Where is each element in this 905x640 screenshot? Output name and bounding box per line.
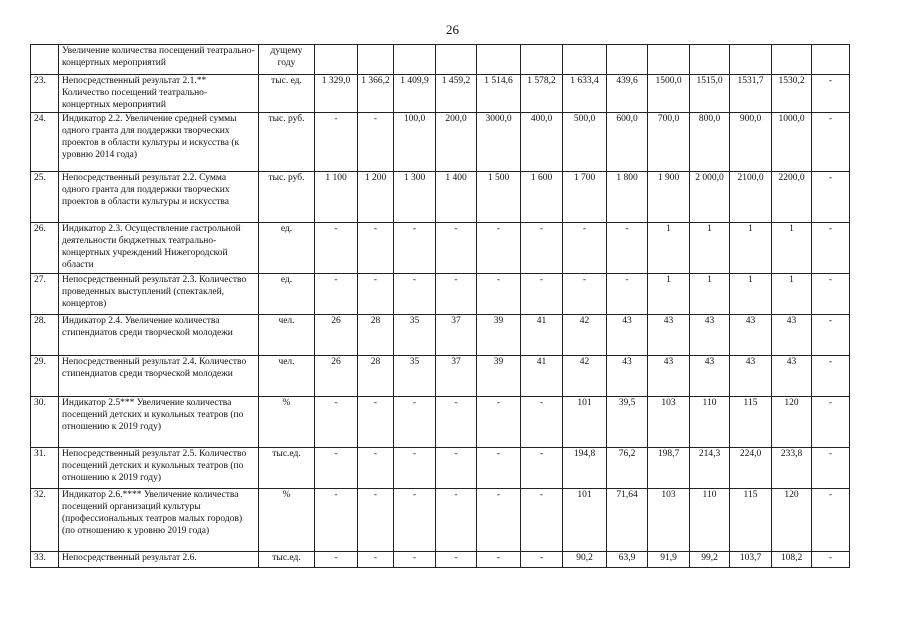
value-cell: - (812, 113, 850, 172)
value-cell: 1 409,9 (394, 75, 436, 113)
value-cell: 100,0 (394, 113, 436, 172)
indicators-table (30, 44, 850, 568)
row-number-cell: 27. (31, 274, 59, 315)
unit-cell: тыс. ед. (259, 75, 315, 113)
value-cell: 3000,0 (477, 113, 521, 172)
indicator-name-cell: Увеличение количества посещений театрально-концертных мероприятий (59, 45, 259, 75)
value-cell: - (477, 223, 521, 274)
value-cell: 1530,2 (772, 75, 812, 113)
unit-cell: чел. (259, 356, 315, 397)
value-cell: - (521, 274, 563, 315)
value-cell (315, 45, 358, 75)
unit-cell: тыс.ед. (259, 552, 315, 568)
value-cell: 26 (315, 356, 358, 397)
value-cell: 43 (772, 356, 812, 397)
value-cell (648, 45, 690, 75)
value-cell: - (812, 315, 850, 356)
value-cell: 103,7 (730, 552, 772, 568)
value-cell: - (812, 223, 850, 274)
value-cell: 42 (563, 315, 607, 356)
value-cell: 1 329,0 (315, 75, 358, 113)
value-cell (358, 45, 394, 75)
value-cell: 600,0 (607, 113, 648, 172)
value-cell (563, 45, 607, 75)
row-number-cell: 26. (31, 223, 59, 274)
value-cell: 1 200 (358, 172, 394, 223)
value-cell: - (477, 397, 521, 448)
row-number-cell: 33. (31, 552, 59, 568)
value-cell: 200,0 (436, 113, 477, 172)
unit-cell: чел. (259, 315, 315, 356)
value-cell: - (812, 75, 850, 113)
value-cell: - (315, 113, 358, 172)
value-cell: 28 (358, 356, 394, 397)
indicator-name-cell: Индикатор 2.5*** Увеличение количества посещений детских и кукольных театров (по отношению к 2019 году) (59, 397, 259, 448)
value-cell: 103 (648, 489, 690, 552)
value-cell: - (358, 552, 394, 568)
value-cell: 103 (648, 397, 690, 448)
row-number-cell: 23. (31, 75, 59, 113)
value-cell: - (394, 274, 436, 315)
value-cell: 43 (730, 356, 772, 397)
table-row (31, 489, 850, 552)
value-cell: - (436, 397, 477, 448)
value-cell: - (394, 397, 436, 448)
value-cell: 43 (690, 315, 730, 356)
table-row (31, 75, 850, 113)
table-row (31, 172, 850, 223)
value-cell: - (521, 448, 563, 489)
value-cell: 1 (772, 274, 812, 315)
value-cell: - (812, 489, 850, 552)
value-cell: 1 (648, 274, 690, 315)
value-cell: - (394, 448, 436, 489)
value-cell: - (436, 223, 477, 274)
table-row (31, 315, 850, 356)
value-cell: 43 (648, 315, 690, 356)
value-cell: 43 (690, 356, 730, 397)
value-cell: - (563, 274, 607, 315)
value-cell: 43 (772, 315, 812, 356)
value-cell (607, 45, 648, 75)
value-cell: - (315, 489, 358, 552)
table-row (31, 113, 850, 172)
value-cell: 198,7 (648, 448, 690, 489)
value-cell: 1 600 (521, 172, 563, 223)
value-cell: 91,9 (648, 552, 690, 568)
value-cell: 1 366,2 (358, 75, 394, 113)
value-cell: - (607, 274, 648, 315)
value-cell: 101 (563, 397, 607, 448)
value-cell: 2 000,0 (690, 172, 730, 223)
value-cell: 1 578,2 (521, 75, 563, 113)
value-cell: 1 (690, 223, 730, 274)
value-cell: 439,6 (607, 75, 648, 113)
unit-cell: дущему году (259, 45, 315, 75)
value-cell: - (358, 223, 394, 274)
row-number-cell: 29. (31, 356, 59, 397)
value-cell: 1 400 (436, 172, 477, 223)
value-cell: 115 (730, 489, 772, 552)
value-cell: - (315, 397, 358, 448)
value-cell: 1 100 (315, 172, 358, 223)
table-row (31, 274, 850, 315)
value-cell: 1531,7 (730, 75, 772, 113)
value-cell: 1 633,4 (563, 75, 607, 113)
indicator-name-cell: Непосредственный результат 2.5. Количество посещений детских и кукольных театров (по отношению к 2019 году) (59, 448, 259, 489)
value-cell: - (563, 223, 607, 274)
value-cell: 1515,0 (690, 75, 730, 113)
value-cell: - (315, 448, 358, 489)
value-cell: 26 (315, 315, 358, 356)
indicator-name-cell: Индикатор 2.4. Увеличение количества стипендиатов среди творческой молодежи (59, 315, 259, 356)
value-cell (772, 45, 812, 75)
value-cell: - (358, 448, 394, 489)
indicator-name-cell: Непосредственный результат 2.2. Сумма одного гранта для поддержки творческих проектов в области культуры и искусства (59, 172, 259, 223)
value-cell: 28 (358, 315, 394, 356)
value-cell: - (477, 274, 521, 315)
unit-cell: % (259, 489, 315, 552)
value-cell: 224,0 (730, 448, 772, 489)
value-cell: 1 459,2 (436, 75, 477, 113)
value-cell: 39 (477, 315, 521, 356)
value-cell: - (812, 448, 850, 489)
row-number-cell: 28. (31, 315, 59, 356)
row-number-cell: 24. (31, 113, 59, 172)
value-cell: - (358, 489, 394, 552)
value-cell: 41 (521, 356, 563, 397)
indicator-name-cell: Индикатор 2.2. Увеличение средней суммы одного гранта для поддержки творческих проектов в области культуры и искусства (к уровню 2014 года) (59, 113, 259, 172)
value-cell (812, 45, 850, 75)
row-number-cell: 30. (31, 397, 59, 448)
value-cell: 500,0 (563, 113, 607, 172)
unit-cell: % (259, 397, 315, 448)
value-cell: 43 (607, 356, 648, 397)
value-cell: 101 (563, 489, 607, 552)
value-cell (477, 45, 521, 75)
value-cell: 1 900 (648, 172, 690, 223)
value-cell: 39,5 (607, 397, 648, 448)
value-cell: - (812, 356, 850, 397)
value-cell: - (436, 274, 477, 315)
row-number-cell (31, 45, 59, 75)
value-cell: - (358, 397, 394, 448)
value-cell: 1000,0 (772, 113, 812, 172)
value-cell: - (812, 397, 850, 448)
value-cell: 43 (607, 315, 648, 356)
row-number-cell: 31. (31, 448, 59, 489)
table-row (31, 448, 850, 489)
value-cell: 194,8 (563, 448, 607, 489)
value-cell: 39 (477, 356, 521, 397)
value-cell: - (477, 489, 521, 552)
value-cell: 2100,0 (730, 172, 772, 223)
value-cell: 43 (730, 315, 772, 356)
value-cell (436, 45, 477, 75)
indicator-name-cell: Индикатор 2.3. Осуществление гастрольной деятельности бюджетных театрально-концертных учреждений Нижегородской области (59, 223, 259, 274)
value-cell: - (315, 552, 358, 568)
value-cell: 1 514,6 (477, 75, 521, 113)
value-cell: 42 (563, 356, 607, 397)
value-cell: 37 (436, 315, 477, 356)
value-cell: - (521, 223, 563, 274)
value-cell: 90,2 (563, 552, 607, 568)
value-cell: 115 (730, 397, 772, 448)
value-cell: - (358, 113, 394, 172)
indicator-name-cell: Непосредственный результат 2.3. Количество проведенных выступлений (спектаклей, концертов) (59, 274, 259, 315)
value-cell: 76,2 (607, 448, 648, 489)
value-cell: 900,0 (730, 113, 772, 172)
value-cell: 1 500 (477, 172, 521, 223)
row-number-cell: 32. (31, 489, 59, 552)
value-cell: - (358, 274, 394, 315)
value-cell: - (315, 223, 358, 274)
table-row (31, 45, 850, 75)
value-cell: 1 (690, 274, 730, 315)
value-cell: - (394, 489, 436, 552)
value-cell: - (436, 489, 477, 552)
indicator-name-cell: Непосредственный результат 2.4. Количество стипендиатов среди творческой молодежи (59, 356, 259, 397)
value-cell: 214,3 (690, 448, 730, 489)
value-cell: - (436, 552, 477, 568)
value-cell: 1500,0 (648, 75, 690, 113)
value-cell: 1 800 (607, 172, 648, 223)
value-cell: - (436, 448, 477, 489)
value-cell: 700,0 (648, 113, 690, 172)
value-cell: 800,0 (690, 113, 730, 172)
value-cell: - (477, 448, 521, 489)
table-row (31, 397, 850, 448)
indicator-name-cell: Непосредственный результат 2.1.** Количество посещений театрально-концертных мероприятий (59, 75, 259, 113)
value-cell: - (812, 274, 850, 315)
value-cell: - (521, 489, 563, 552)
indicator-name-cell: Индикатор 2.6.**** Увеличение количества посещений организаций культуры (профессиональных театров малых городов) (по отношению к уровню 2019 года) (59, 489, 259, 552)
page-number: 26 (446, 22, 459, 37)
value-cell: - (394, 552, 436, 568)
value-cell: 37 (436, 356, 477, 397)
value-cell: 43 (648, 356, 690, 397)
value-cell: 99,2 (690, 552, 730, 568)
value-cell: 35 (394, 356, 436, 397)
value-cell: 1 300 (394, 172, 436, 223)
value-cell: 1 (730, 274, 772, 315)
value-cell: 1 (648, 223, 690, 274)
table-row (31, 223, 850, 274)
indicator-name-cell: Непосредственный результат 2.6. (59, 552, 259, 568)
value-cell: - (521, 397, 563, 448)
table-row (31, 356, 850, 397)
value-cell: - (607, 223, 648, 274)
value-cell (690, 45, 730, 75)
value-cell: 35 (394, 315, 436, 356)
value-cell: 1 (730, 223, 772, 274)
value-cell: 108,2 (772, 552, 812, 568)
unit-cell: ед. (259, 274, 315, 315)
unit-cell: тыс. руб. (259, 113, 315, 172)
table-row (31, 552, 850, 568)
value-cell: 120 (772, 489, 812, 552)
value-cell: 2200,0 (772, 172, 812, 223)
unit-cell: тыс.ед. (259, 448, 315, 489)
value-cell: 110 (690, 397, 730, 448)
value-cell: 41 (521, 315, 563, 356)
value-cell: 63,9 (607, 552, 648, 568)
unit-cell: тыс. руб. (259, 172, 315, 223)
row-number-cell: 25. (31, 172, 59, 223)
value-cell: - (812, 172, 850, 223)
unit-cell: ед. (259, 223, 315, 274)
value-cell (521, 45, 563, 75)
value-cell: 233,8 (772, 448, 812, 489)
value-cell: - (477, 552, 521, 568)
value-cell: - (394, 223, 436, 274)
value-cell (730, 45, 772, 75)
value-cell: 120 (772, 397, 812, 448)
value-cell: - (315, 274, 358, 315)
value-cell: 1 700 (563, 172, 607, 223)
value-cell: 1 (772, 223, 812, 274)
value-cell (394, 45, 436, 75)
value-cell: - (812, 552, 850, 568)
value-cell: - (521, 552, 563, 568)
value-cell: 400,0 (521, 113, 563, 172)
value-cell: 110 (690, 489, 730, 552)
value-cell: 71,64 (607, 489, 648, 552)
